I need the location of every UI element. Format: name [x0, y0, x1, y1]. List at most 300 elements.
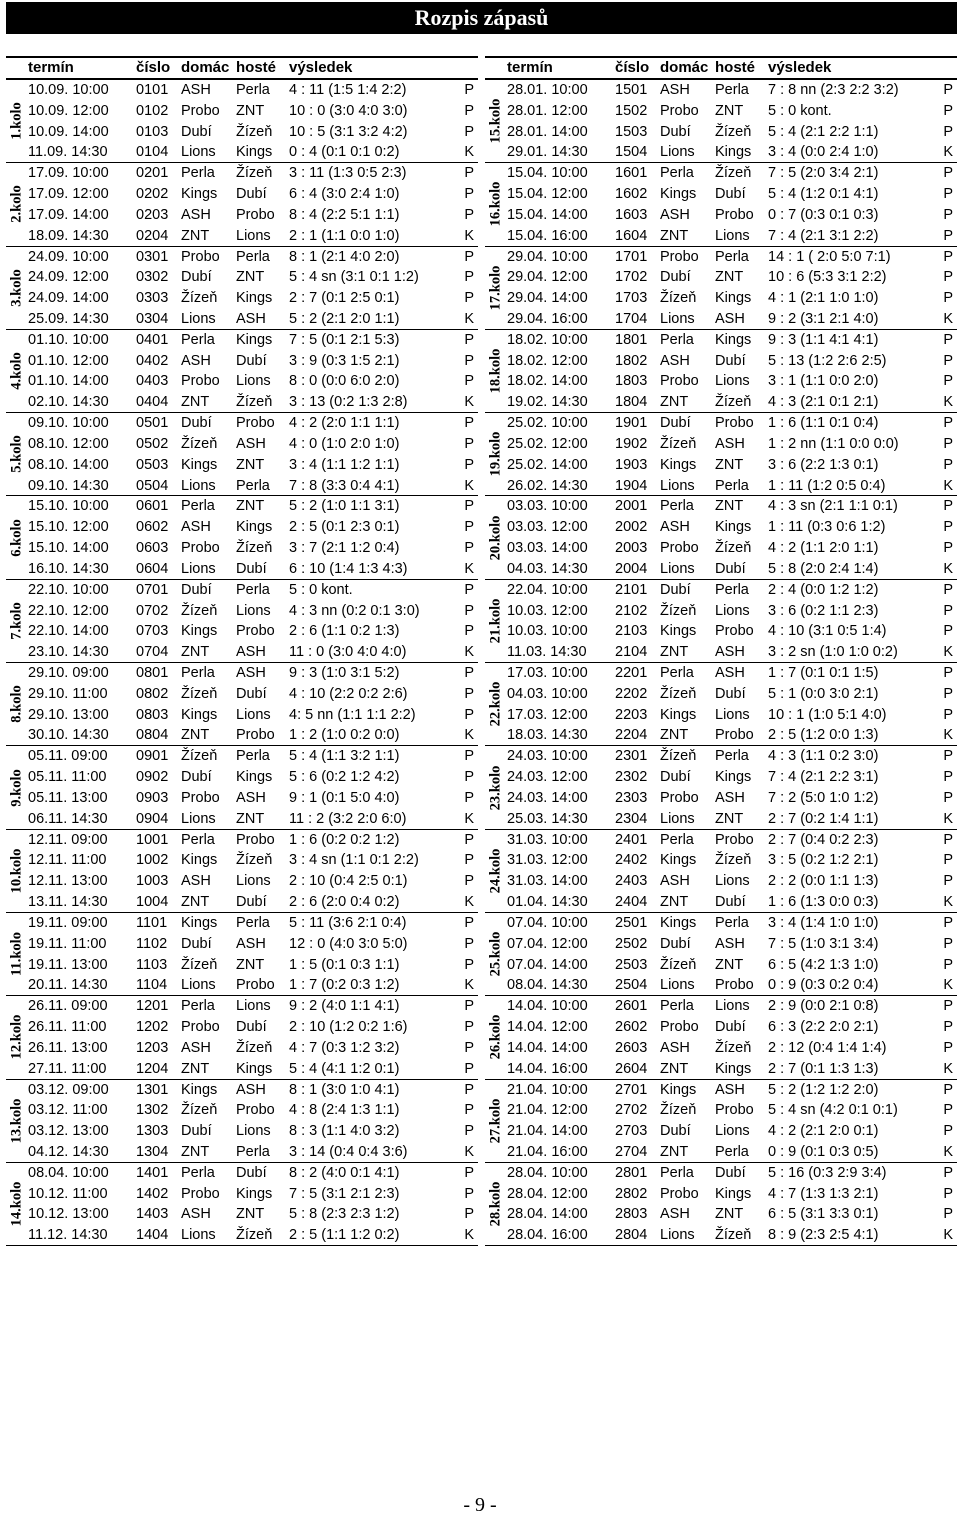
- home-team: Perla: [181, 831, 215, 848]
- home-team: ASH: [660, 873, 690, 890]
- match-number: 1201: [136, 998, 169, 1015]
- away-team: Žízeň: [236, 540, 273, 557]
- match-number: 2703: [615, 1123, 648, 1140]
- round-block: [6, 80, 478, 163]
- match-date: 21.04. 12:00: [507, 1102, 588, 1119]
- match-row: [485, 1184, 957, 1205]
- match-row: [485, 684, 957, 705]
- match-row: [485, 767, 957, 788]
- match-number: 1804: [615, 394, 648, 411]
- away-team: Lions: [236, 602, 271, 619]
- away-team: Dubí: [715, 1164, 746, 1181]
- match-type: P: [943, 998, 953, 1015]
- match-result: 12 : 0 (4:0 3:0 5:0): [289, 935, 408, 952]
- match-result: 3 : 6 (2:2 1:3 0:1): [768, 456, 879, 473]
- away-team: Lions: [715, 373, 750, 390]
- match-date: 18.02. 10:00: [507, 331, 588, 348]
- round-label: 23.kolo: [487, 765, 504, 810]
- away-team: ZNT: [236, 1206, 265, 1223]
- round-label: 28.kolo: [487, 1181, 504, 1227]
- away-team: Lions: [236, 1123, 271, 1140]
- header-hoste: hosté: [236, 59, 277, 76]
- match-result: 2 : 7 (0:2 1:4 1:1): [768, 810, 879, 827]
- home-team: ASH: [181, 352, 211, 369]
- match-type: K: [464, 810, 474, 827]
- home-team: Probo: [181, 102, 220, 119]
- match-date: 15.04. 12:00: [507, 186, 588, 203]
- round-label: 6.kolo: [8, 518, 25, 557]
- match-result: 4 : 3 nn (0:2 0:1 3:0): [289, 602, 420, 619]
- home-team: Perla: [660, 1164, 694, 1181]
- match-number: 2501: [615, 914, 648, 931]
- match-row: [6, 80, 478, 101]
- match-number: 1504: [615, 144, 648, 161]
- match-date: 28.04. 16:00: [507, 1227, 588, 1244]
- match-date: 26.11. 09:00: [28, 998, 108, 1015]
- match-date: 31.03. 10:00: [507, 831, 588, 848]
- match-date: 18.02. 12:00: [507, 352, 588, 369]
- match-result: 6 : 3 (2:2 2:0 2:1): [768, 1019, 879, 1036]
- round-block: [485, 663, 957, 746]
- match-date: 12.11. 09:00: [28, 831, 108, 848]
- home-team: ASH: [181, 1206, 211, 1223]
- match-result: 2 : 7 (0:1 2:5 0:1): [289, 290, 400, 307]
- match-number: 1301: [136, 1081, 169, 1098]
- match-date: 21.04. 16:00: [507, 1143, 588, 1160]
- away-team: ZNT: [236, 956, 265, 973]
- away-team: ZNT: [715, 810, 744, 827]
- match-type: P: [943, 623, 953, 640]
- match-result: 3 : 14 (0:4 0:4 3:6): [289, 1143, 408, 1160]
- match-date: 14.04. 12:00: [507, 1019, 588, 1036]
- match-type: P: [464, 852, 474, 869]
- home-team: ZNT: [181, 894, 210, 911]
- match-number: 1703: [615, 290, 648, 307]
- away-team: ASH: [236, 435, 266, 452]
- round-label: 14.kolo: [8, 1181, 25, 1227]
- home-team: Kings: [181, 706, 218, 723]
- home-team: Žízeň: [181, 956, 218, 973]
- match-date: 15.10. 10:00: [28, 498, 109, 515]
- match-date: 10.09. 12:00: [28, 102, 109, 119]
- match-result: 0 : 9 (0:1 0:3 0:5): [768, 1143, 879, 1160]
- round-block: [6, 580, 478, 663]
- column-header-row: [6, 56, 478, 80]
- match-date: 24.03. 10:00: [507, 748, 588, 765]
- round-label: 2.kolo: [8, 185, 25, 224]
- round-block: [485, 247, 957, 330]
- match-date: 03.03. 10:00: [507, 498, 588, 515]
- match-result: 7 : 8 nn (2:3 2:2 3:2): [768, 82, 899, 98]
- match-number: 2404: [615, 894, 648, 911]
- home-team: ASH: [660, 352, 690, 369]
- match-type: P: [464, 581, 474, 598]
- away-team: Kings: [236, 1185, 273, 1202]
- home-team: ZNT: [181, 1143, 210, 1160]
- match-number: 2603: [615, 1039, 648, 1056]
- match-number: 0103: [136, 123, 169, 140]
- away-team: ASH: [236, 789, 266, 806]
- match-result: 2 : 10 (0:4 2:5 0:1): [289, 873, 408, 890]
- match-date: 24.09. 12:00: [28, 269, 109, 286]
- match-number: 2802: [615, 1185, 648, 1202]
- round-label: 10.kolo: [8, 848, 25, 894]
- home-team: Perla: [660, 498, 694, 515]
- match-date: 10.12. 13:00: [28, 1206, 109, 1223]
- match-number: 1701: [615, 248, 648, 265]
- away-team: Probo: [715, 831, 754, 848]
- match-date: 18.03. 14:30: [507, 727, 588, 744]
- match-date: 25.02. 14:00: [507, 456, 588, 473]
- match-row: [6, 1080, 478, 1101]
- home-team: Žízeň: [660, 1102, 697, 1119]
- round-label: 3.kolo: [8, 269, 25, 307]
- match-number: 2204: [615, 727, 648, 744]
- match-row: [6, 184, 478, 205]
- round-label: 13.kolo: [8, 1098, 25, 1144]
- round-label: 22.kolo: [487, 681, 504, 727]
- match-row: [6, 351, 478, 372]
- match-type: K: [943, 477, 953, 494]
- match-number: 2201: [615, 665, 648, 682]
- match-result: 4 : 2 (2:0 1:1 1:1): [289, 415, 400, 432]
- away-team: Perla: [715, 914, 749, 931]
- home-team: Kings: [660, 852, 697, 869]
- match-number: 2202: [615, 685, 648, 702]
- match-number: 2604: [615, 1060, 648, 1077]
- match-type: K: [943, 894, 953, 911]
- match-type: K: [943, 144, 953, 161]
- match-row: [485, 434, 957, 455]
- round-block: [6, 996, 478, 1079]
- home-team: Žízeň: [181, 435, 218, 452]
- home-team: Kings: [660, 623, 697, 640]
- match-type: K: [464, 560, 474, 577]
- match-number: 1404: [136, 1227, 169, 1244]
- match-number: 1004: [136, 894, 169, 911]
- match-date: 05.11. 09:00: [28, 748, 108, 765]
- home-team: Probo: [660, 1185, 699, 1202]
- match-number: 2001: [615, 498, 648, 515]
- away-team: Žízeň: [715, 394, 752, 411]
- round-block: [6, 830, 478, 913]
- match-number: 2403: [615, 873, 648, 890]
- match-date: 17.09. 12:00: [28, 186, 109, 203]
- match-type: P: [943, 789, 953, 806]
- match-type: P: [943, 748, 953, 765]
- match-row: [485, 934, 957, 955]
- round-block: [6, 1080, 478, 1163]
- match-result: 8 : 9 (2:3 2:5 4:1): [768, 1227, 879, 1244]
- away-team: Probo: [715, 415, 754, 432]
- away-team: Perla: [236, 748, 270, 765]
- home-team: Probo: [660, 1019, 699, 1036]
- match-date: 01.04. 14:30: [507, 894, 588, 911]
- away-team: Probo: [715, 727, 754, 744]
- match-row: [485, 247, 957, 268]
- home-team: Probo: [181, 1019, 220, 1036]
- match-number: 0201: [136, 165, 169, 182]
- match-result: 5 : 4 sn (3:1 0:1 1:2): [289, 269, 419, 286]
- match-row: [6, 975, 478, 996]
- match-type: P: [464, 269, 474, 286]
- home-team: Perla: [660, 831, 694, 848]
- away-team: ZNT: [236, 810, 265, 827]
- match-number: 2702: [615, 1102, 648, 1119]
- match-result: 3 : 7 (2:1 1:2 0:4): [289, 540, 400, 557]
- match-date: 28.04. 10:00: [507, 1164, 588, 1181]
- match-type: P: [943, 186, 953, 203]
- away-team: Lions: [236, 706, 271, 723]
- home-team: Probo: [181, 540, 220, 557]
- match-number: 1602: [615, 186, 648, 203]
- match-result: 9 : 3 (1:1 4:1 4:1): [768, 331, 879, 348]
- match-date: 01.10. 14:00: [28, 373, 109, 390]
- match-type: P: [943, 227, 953, 244]
- match-date: 24.09. 14:00: [28, 290, 109, 307]
- home-team: Lions: [181, 144, 216, 161]
- match-result: 2 : 9 (0:0 2:1 0:8): [768, 998, 879, 1015]
- match-row: [6, 601, 478, 622]
- match-result: 2 : 1 (1:1 0:0 1:0): [289, 227, 400, 244]
- match-row: [485, 1163, 957, 1184]
- match-result: 4 : 2 (2:1 2:0 0:1): [768, 1123, 879, 1140]
- match-row: [6, 1225, 478, 1246]
- match-date: 29.04. 14:00: [507, 290, 588, 307]
- match-number: 0504: [136, 477, 169, 494]
- match-number: 1203: [136, 1039, 169, 1056]
- match-result: 0 : 4 (0:1 0:1 0:2): [289, 144, 400, 161]
- match-date: 07.04. 12:00: [507, 935, 588, 952]
- home-team: Dubí: [181, 769, 212, 786]
- match-type: P: [943, 82, 953, 98]
- match-type: P: [464, 1019, 474, 1036]
- match-number: 1904: [615, 477, 648, 494]
- away-team: Žízeň: [236, 852, 273, 869]
- match-type: K: [464, 477, 474, 494]
- match-date: 09.10. 10:00: [28, 415, 109, 432]
- match-result: 2 : 12 (0:4 1:4 1:4): [768, 1039, 887, 1056]
- round-label: 26.kolo: [487, 1015, 504, 1060]
- away-team: ZNT: [715, 269, 744, 286]
- match-result: 7 : 5 (3:1 2:1 2:3): [289, 1185, 400, 1202]
- match-date: 06.11. 14:30: [28, 810, 108, 827]
- match-type: P: [464, 706, 474, 723]
- match-result: 6 : 4 (3:0 2:4 1:0): [289, 186, 400, 203]
- round-block: [485, 1080, 957, 1163]
- home-team: Dubí: [660, 769, 691, 786]
- match-number: 1304: [136, 1143, 169, 1160]
- away-team: Žízeň: [236, 123, 273, 140]
- match-row: [485, 496, 957, 517]
- away-team: Perla: [236, 914, 270, 931]
- match-row: [485, 1121, 957, 1142]
- match-result: 2 : 4 (0:0 1:2 1:2): [768, 581, 879, 598]
- match-date: 04.03. 10:00: [507, 685, 588, 702]
- home-team: Perla: [181, 165, 215, 182]
- match-number: 2102: [615, 602, 648, 619]
- match-row: [485, 142, 957, 163]
- away-team: Dubí: [715, 560, 746, 577]
- match-date: 29.01. 14:30: [507, 144, 588, 161]
- match-row: [6, 746, 478, 767]
- match-row: [6, 205, 478, 226]
- match-row: [485, 580, 957, 601]
- match-type: P: [943, 435, 953, 452]
- match-result: 7 : 5 (1:0 3:1 3:4): [768, 935, 879, 952]
- home-team: ZNT: [660, 1143, 689, 1160]
- match-type: P: [464, 1123, 474, 1140]
- round-block: [6, 496, 478, 579]
- home-team: Probo: [181, 1185, 220, 1202]
- away-team: Kings: [715, 769, 752, 786]
- home-team: Dubí: [181, 123, 212, 140]
- round-label: 24.kolo: [487, 848, 504, 894]
- match-row: [6, 1184, 478, 1205]
- home-team: Kings: [181, 456, 218, 473]
- match-type: P: [464, 1102, 474, 1119]
- home-team: ASH: [181, 873, 211, 890]
- away-team: Probo: [236, 831, 275, 848]
- match-result: 3 : 5 (0:2 1:2 2:1): [768, 852, 879, 869]
- match-type: P: [943, 456, 953, 473]
- match-type: K: [464, 1227, 474, 1244]
- away-team: Perla: [715, 82, 749, 98]
- home-team: ASH: [660, 206, 690, 223]
- away-team: ASH: [236, 665, 266, 682]
- home-team: ZNT: [660, 1060, 689, 1077]
- match-row: [6, 142, 478, 163]
- away-team: Lions: [715, 227, 750, 244]
- match-row: [6, 725, 478, 746]
- match-number: 2104: [615, 644, 648, 661]
- match-date: 18.09. 14:30: [28, 227, 109, 244]
- match-type: P: [943, 415, 953, 432]
- header-vysledek: výsledek: [768, 59, 832, 76]
- match-type: P: [464, 1164, 474, 1181]
- away-team: Žízeň: [236, 1227, 273, 1244]
- match-type: P: [943, 519, 953, 536]
- home-team: Probo: [660, 373, 699, 390]
- match-row: [485, 913, 957, 934]
- match-type: K: [464, 977, 474, 994]
- match-type: P: [464, 685, 474, 702]
- match-row: [485, 996, 957, 1017]
- match-row: [485, 517, 957, 538]
- home-team: Lions: [181, 560, 216, 577]
- round-block: [485, 996, 957, 1079]
- match-number: 1801: [615, 331, 648, 348]
- match-number: 0101: [136, 82, 169, 98]
- match-type: P: [943, 1164, 953, 1181]
- round-label: 7.kolo: [8, 602, 25, 640]
- match-number: 1103: [136, 956, 168, 973]
- match-date: 12.11. 13:00: [28, 873, 108, 890]
- match-number: 0803: [136, 706, 169, 723]
- match-result: 3 : 13 (0:2 1:3 2:8): [289, 394, 408, 411]
- home-team: Dubí: [660, 415, 691, 432]
- match-result: 14 : 1 ( 2:0 5:0 7:1): [768, 248, 891, 265]
- match-result: 4: 5 nn (1:1 1:1 2:2): [289, 706, 416, 723]
- home-team: Lions: [660, 310, 695, 327]
- match-type: P: [464, 623, 474, 640]
- home-team: Probo: [181, 248, 220, 265]
- match-row: [485, 205, 957, 226]
- away-team: ASH: [715, 935, 745, 952]
- match-number: 1604: [615, 227, 648, 244]
- match-date: 17.09. 14:00: [28, 206, 109, 223]
- match-date: 02.10. 14:30: [28, 394, 109, 411]
- match-date: 28.01. 10:00: [507, 82, 588, 98]
- away-team: Probo: [236, 727, 275, 744]
- home-team: Kings: [181, 1081, 218, 1098]
- away-team: Dubí: [236, 186, 267, 203]
- round-label: 8.kolo: [8, 685, 25, 723]
- match-number: 2303: [615, 789, 648, 806]
- match-type: K: [943, 1060, 953, 1077]
- match-result: 5 : 13 (1:2 2:6 2:5): [768, 352, 887, 369]
- match-number: 2503: [615, 956, 648, 973]
- away-team: ZNT: [236, 456, 265, 473]
- match-row: [485, 476, 957, 497]
- home-team: Lions: [660, 1227, 695, 1244]
- match-result: 1 : 7 (0:2 0:3 1:2): [289, 977, 400, 994]
- home-team: Perla: [181, 1164, 215, 1181]
- match-result: 4 : 11 (1:5 1:4 2:2): [289, 82, 407, 98]
- match-result: 9 : 2 (4:0 1:1 4:1): [289, 998, 400, 1015]
- home-team: ZNT: [660, 727, 689, 744]
- home-team: ZNT: [181, 644, 210, 661]
- away-team: ASH: [715, 1081, 745, 1098]
- match-number: 1601: [615, 165, 648, 182]
- home-team: ZNT: [660, 394, 689, 411]
- match-row: [6, 830, 478, 851]
- match-type: K: [943, 727, 953, 744]
- match-number: 1803: [615, 373, 648, 390]
- match-number: 0703: [136, 623, 169, 640]
- away-team: ASH: [715, 789, 745, 806]
- match-number: 0701: [136, 581, 169, 598]
- header-domaci: domác: [660, 59, 709, 76]
- away-team: Lions: [236, 998, 271, 1015]
- match-date: 08.10. 12:00: [28, 435, 109, 452]
- home-team: Žízeň: [181, 685, 218, 702]
- match-row: [485, 809, 957, 830]
- home-team: Žízeň: [660, 290, 697, 307]
- away-team: Probo: [715, 206, 754, 223]
- away-team: Perla: [236, 477, 270, 494]
- match-number: 2402: [615, 852, 648, 869]
- away-team: Žízeň: [715, 1227, 752, 1244]
- match-date: 05.11. 11:00: [28, 769, 107, 786]
- match-number: 1401: [136, 1164, 169, 1181]
- match-row: [485, 871, 957, 892]
- home-team: Dubí: [660, 935, 691, 952]
- match-result: 4 : 10 (2:2 0:2 2:6): [289, 685, 408, 702]
- home-team: Probo: [660, 248, 699, 265]
- match-row: [6, 392, 478, 413]
- match-type: P: [943, 873, 953, 890]
- match-row: [6, 496, 478, 517]
- match-row: [6, 476, 478, 497]
- match-date: 10.09. 14:00: [28, 123, 109, 140]
- match-result: 5 : 4 sn (4:2 0:1 0:1): [768, 1102, 898, 1119]
- match-type: P: [943, 769, 953, 786]
- match-row: [6, 371, 478, 392]
- match-row: [6, 767, 478, 788]
- match-date: 10.12. 11:00: [28, 1185, 108, 1202]
- home-team: Perla: [660, 165, 694, 182]
